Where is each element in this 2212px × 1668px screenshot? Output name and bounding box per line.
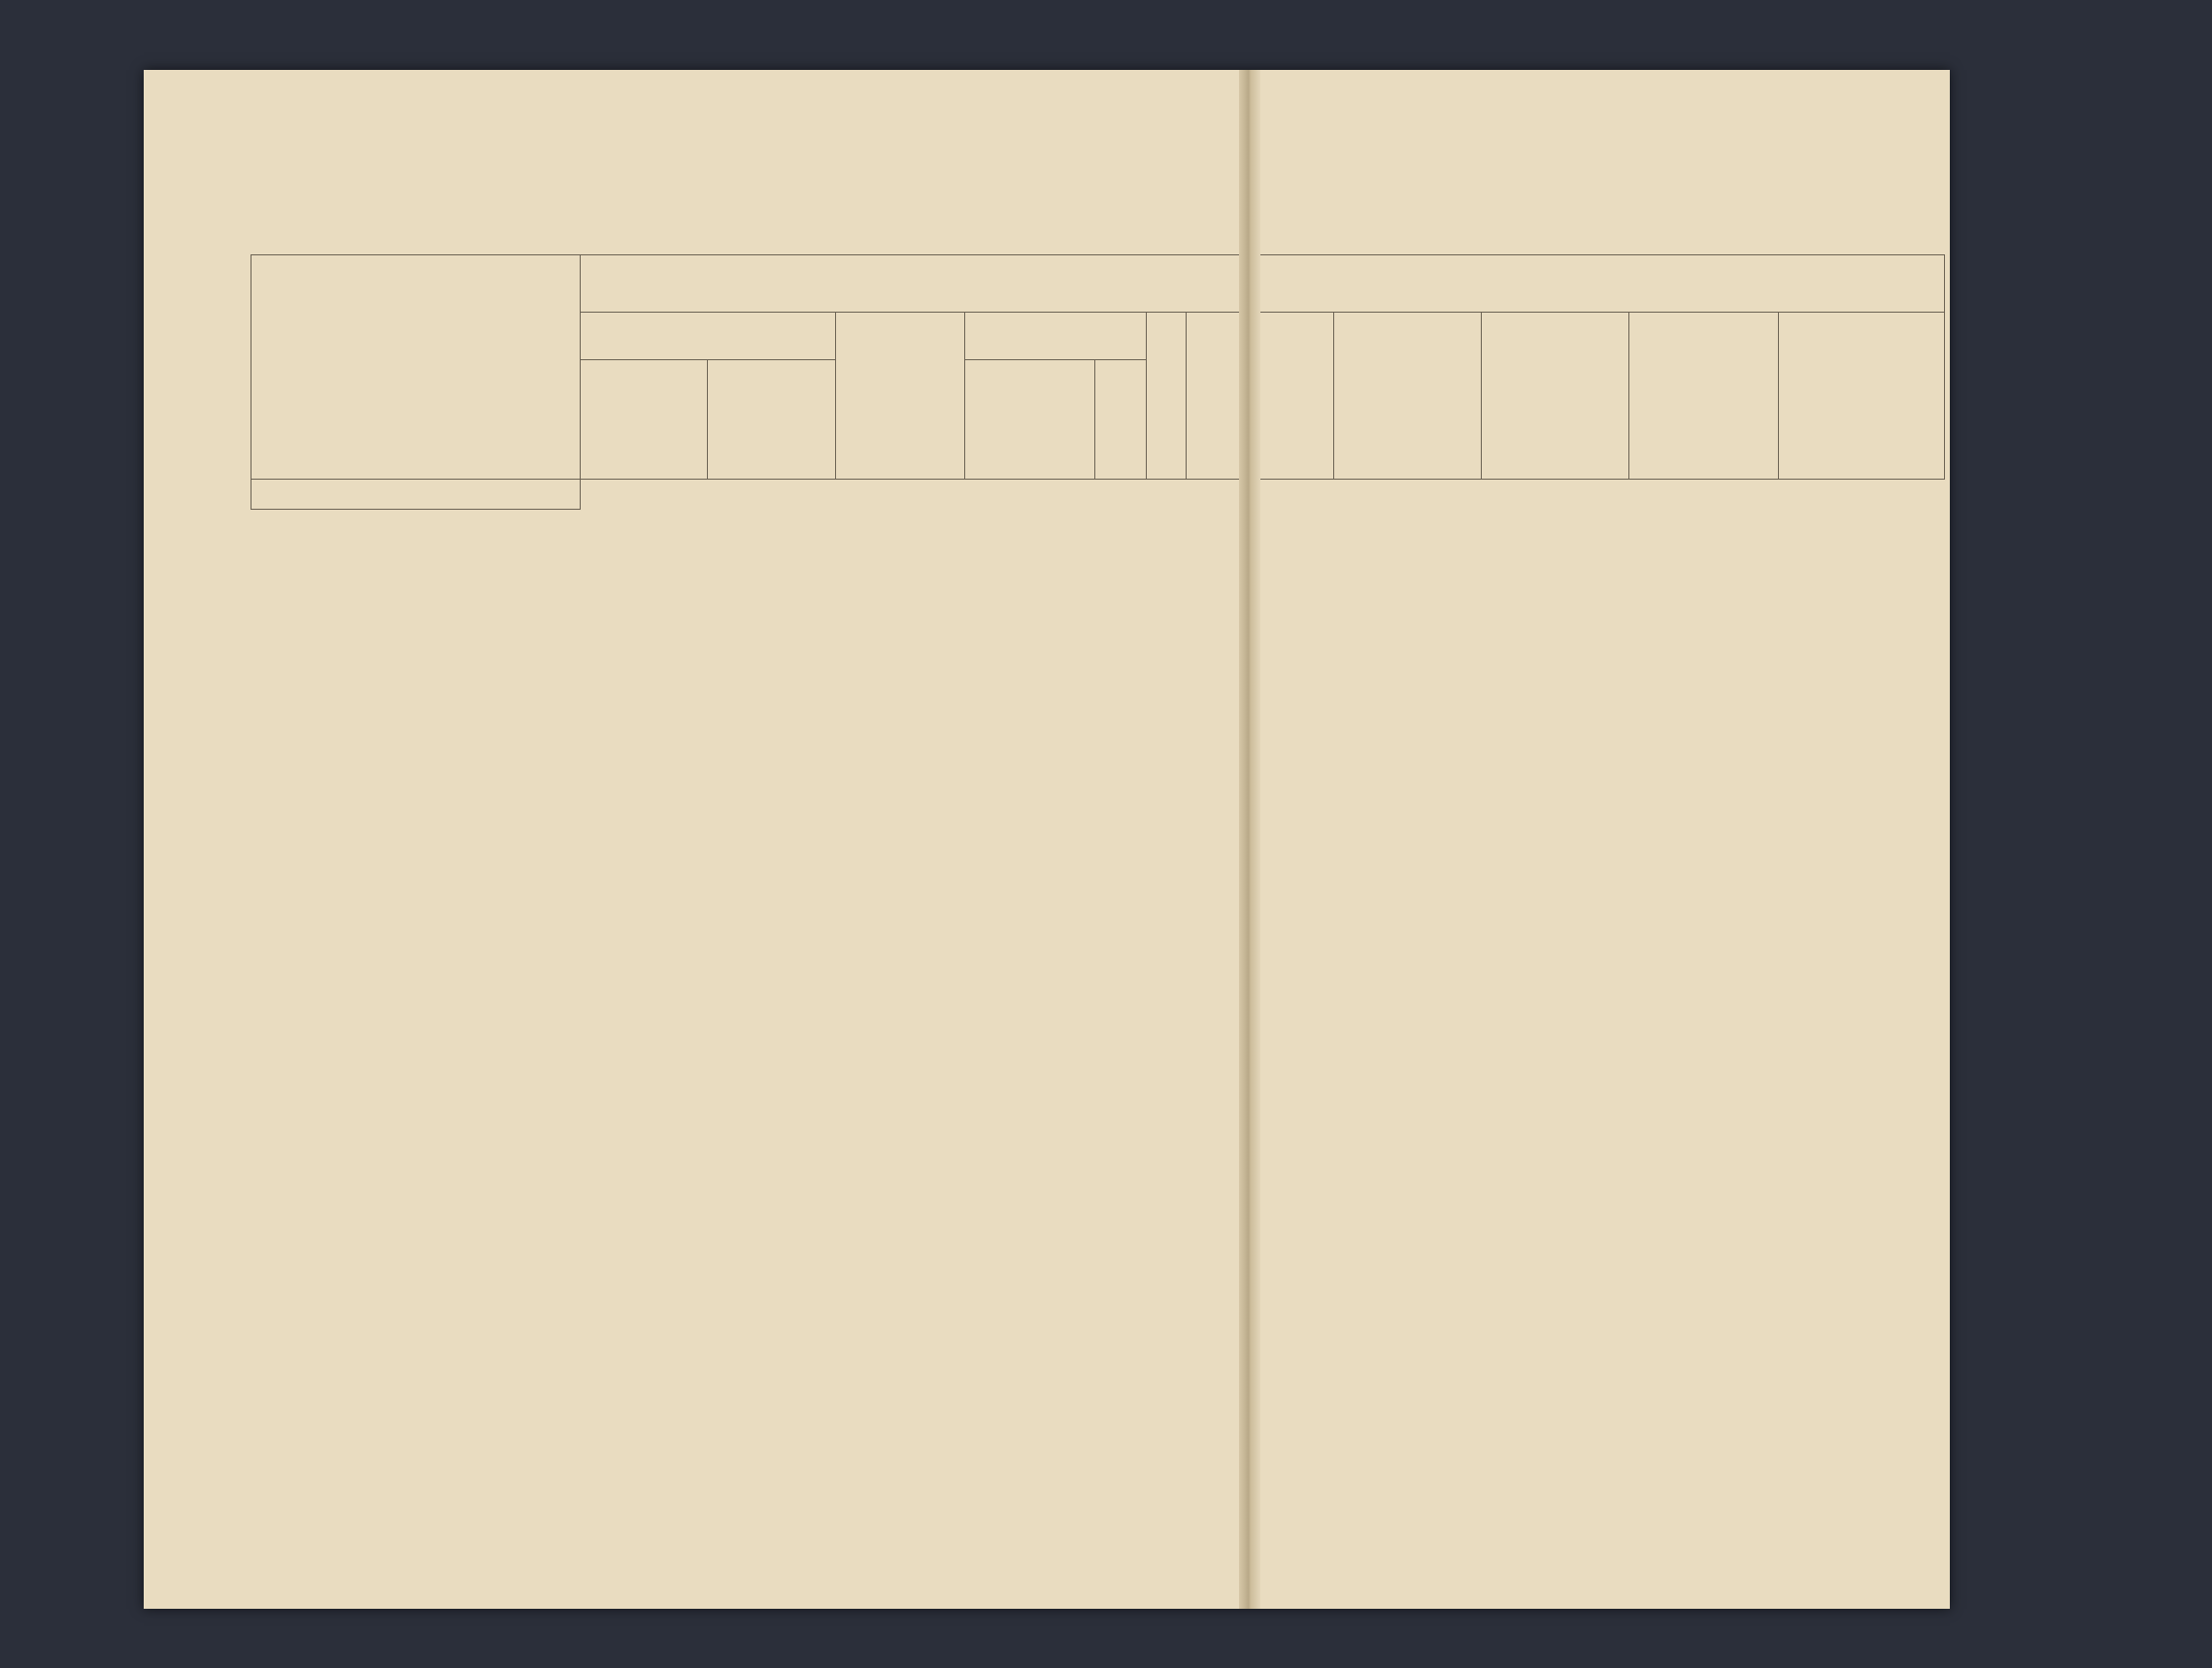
row-header [251, 255, 581, 480]
header-nedoimok [580, 255, 1944, 313]
header-from-state-peasants [965, 360, 1095, 480]
header-from-landlord-peasants [1094, 360, 1146, 480]
header-redemption [965, 313, 1147, 360]
header-from-allotment [580, 360, 707, 480]
header-state-land-tax [580, 313, 835, 360]
unit-row-spacer [251, 480, 581, 510]
arrears-table [251, 254, 1945, 510]
header-from-private [708, 360, 835, 480]
header-total [1779, 313, 1945, 480]
header-penalty-apartment [1334, 313, 1482, 480]
header-deferred [1482, 313, 1629, 480]
book-spread [144, 70, 1950, 1609]
header-properties [1147, 313, 1187, 480]
header-penalty-state-land [835, 313, 965, 480]
book-gutter [1239, 70, 1260, 1609]
header-unassessed [1629, 313, 1779, 480]
